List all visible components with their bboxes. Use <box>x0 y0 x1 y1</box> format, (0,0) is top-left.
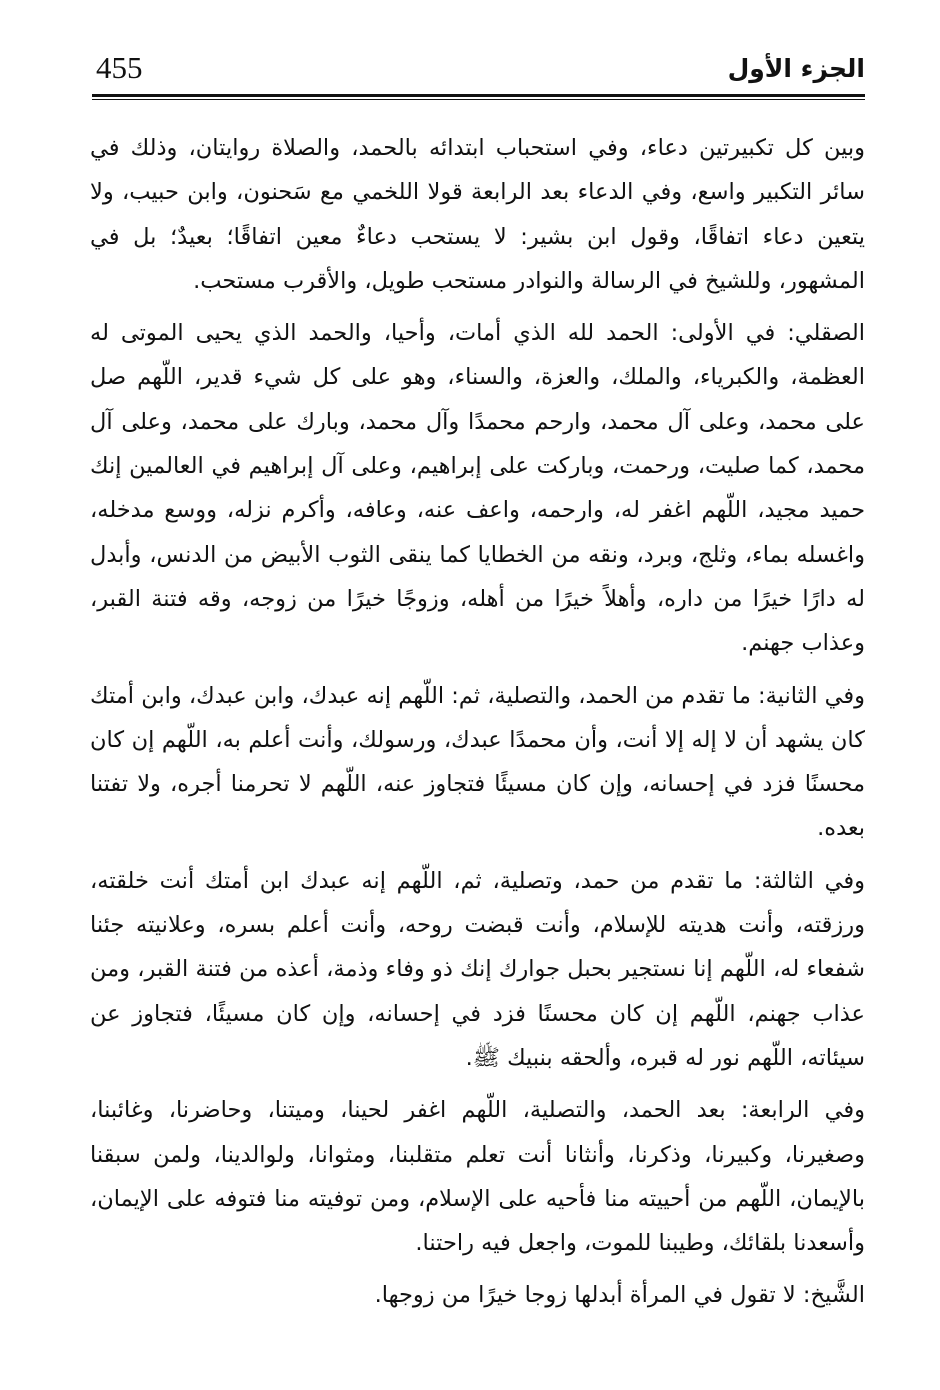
page-header <box>90 48 865 92</box>
body-text <box>90 126 865 1326</box>
paragraph-6: الشَّيخ: لا تقول في المرأة أبدلها زوجا خيرًا من زوجها. <box>374 1282 865 1309</box>
paragraph-2: الصقلي: في الأولى: الحمد لله الذي أمات، وأحيا، والحمد الذي يحيى الموتى له العظمة، والكبرياء، والملك، والعزة، والسناء، وهو على كل شيء قدير، اللّهم صل على محمد، وعلى آل محمد، وارحم محمدًا وآل محمد، وبارك على محمد، وعلى آل محمد، كما صليت، ورحمت، وباركت على إبراهيم، وعلى آل إبراهيم في العالمين إنك حميد مجيد، اللّهم اغفر له، وارحمه، واعف عنه، وعافه، وأكرم نزله، ووسع مدخله، واغسله بماء، وثلج، وبرد، ونقه من الخطايا كما ينقى الثوب الأبيض من الدنس، وأبدل له دارًا خيرًا من داره، وأهلاً خيرًا من أهله، وزوجًا خيرًا من زوجه، وقه فتنة القبر، وعذاب جهنم. <box>90 320 865 657</box>
page-number: 455 <box>96 50 143 85</box>
paragraph-3: وفي الثانية: ما تقدم من الحمد، والتصلية، ثم: اللّهم إنه عبدك، وابن عبدك، وابن أمتك كان يشهد أن لا إله إلا أنت، وأن محمدًا عبدك، ورسولك، وأنت أعلم به، اللّهم إن كان محسنًا فزد في إحسانه، وإن كان مسيئًا فتجاوز عنه، اللّهم لا تحرمنا أجره، ولا تفتنا بعده. <box>90 682 865 842</box>
running-head-title: الجزء الأول <box>727 54 865 83</box>
paragraph-5: وفي الرابعة: بعد الحمد، والتصلية، اللّهم اغفر لحينا، وميتنا، وحاضرنا، وغائبنا، وصغيرنا، وكبيرنا، وذكرنا، وأنثانا أنت تعلم متقلبنا، ومثوانا، ولوالدينا، ولمن سبقنا بالإيمان، اللّهم من أحييته منا فأحيه على الإسلام، ومن توفيته منا فتوفه على الإيمان، وأسعدنا بلقائك، وطيبنا للموت، واجعل فيه راحتنا. <box>90 1097 865 1257</box>
paragraph-4: وفي الثالثة: ما تقدم من حمد، وتصلية، ثم، اللّهم إنه عبدك ابن أمتك أنت خلقته، ورزقته، وأنت هديته للإسلام، وأنت قبضت روحه، وأنت أعلم بسره، وعلانيته جئنا شفعاء له، اللّهم إنا نستجير بحبل جوارك إنك ذو وفاء وذمة، أعذه من فتنة القبر، ومن عذاب جهنم، اللّهم إن كان محسنًا فزد في إحسانه، وإن كان مسيئًا، فتجاوز عن سيئاته، اللّهم نور له قبره، وألحقه بنبيك ﷺ. <box>90 867 865 1071</box>
paragraph-1: وبين كل تكبيرتين دعاء، وفي استحباب ابتدائه بالحمد، والصلاة روايتان، وذلك في سائر التكبير واسع، وفي الدعاء بعد الرابعة قولا اللخمي مع سَحنون، وابن حبيب، ولا يتعين دعاء اتفاقًا، وقول ابن بشير: لا يستحب دعاءٌ معين اتفاقًا؛ بعيدٌ؛ بل في المشهور، وللشيخ في الرسالة والنوادر مستحب طويل، والأقرب مستحب. <box>90 135 865 294</box>
header-rule-thick <box>92 94 865 97</box>
header-rule-thin <box>92 99 865 100</box>
